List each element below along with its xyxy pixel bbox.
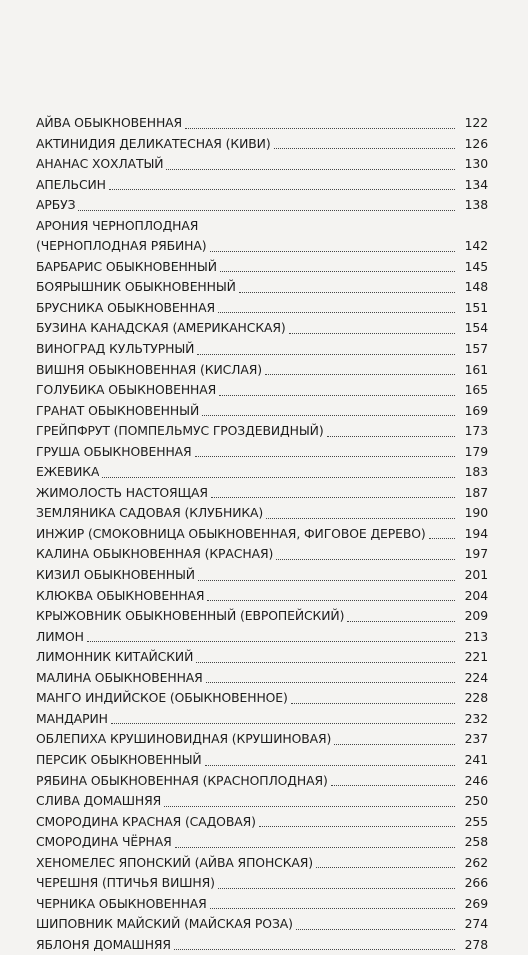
toc-entry — [36, 257, 488, 278]
dot-leader — [265, 374, 455, 375]
toc-entry-page-number: 232 — [464, 710, 488, 726]
toc-entry-page-number: 241 — [464, 751, 488, 767]
toc-entry — [36, 832, 488, 853]
toc-entry-page-number: 269 — [464, 895, 488, 911]
toc-entry — [36, 688, 488, 709]
toc-entry-row — [36, 544, 488, 565]
dot-leader — [316, 867, 455, 868]
toc-entry — [36, 113, 488, 134]
toc-entry-title: ЕЖЕВИКА — [36, 464, 100, 480]
toc-entry-row — [36, 750, 488, 771]
toc-entry-row — [36, 832, 488, 853]
toc-entry-title: СЛИВА ДОМАШНЯЯ — [36, 793, 162, 809]
dot-leader — [259, 826, 455, 827]
toc-entry-row — [36, 709, 488, 730]
dot-leader — [206, 682, 455, 683]
dot-leader — [274, 148, 455, 149]
toc-entry-row — [36, 914, 488, 935]
toc-entry-row — [36, 360, 488, 381]
toc-entry-row — [36, 175, 488, 196]
toc-entry-title: (ЧЕРНОПЛОДНАЯ РЯБИНА) — [36, 238, 207, 254]
toc-entry — [36, 462, 488, 483]
toc-entry-row — [36, 627, 488, 648]
toc-entry-page-number: 262 — [464, 854, 488, 870]
toc-entry-page-number: 246 — [464, 772, 488, 788]
toc-entry — [36, 894, 488, 915]
dot-leader — [219, 395, 455, 396]
toc-entry-row — [36, 339, 488, 360]
toc-entry-page-number: 228 — [464, 690, 488, 706]
toc-entry-page-number: 161 — [464, 361, 488, 377]
toc-entry — [36, 914, 488, 935]
toc-entry-row — [36, 442, 488, 463]
dot-leader — [175, 847, 455, 848]
toc-entry-title-line: АРОНИЯ ЧЕРНОПЛОДНАЯ — [36, 217, 199, 233]
toc-entry-row — [36, 401, 488, 422]
toc-entry-title: ЧЕРЕШНЯ (ПТИЧЬЯ ВИШНЯ) — [36, 875, 215, 891]
toc-entry-page-number: 151 — [464, 299, 488, 315]
dot-leader — [334, 744, 455, 745]
toc-entry-row — [36, 853, 488, 874]
toc-entry-row — [36, 729, 488, 750]
toc-entry-row — [36, 812, 488, 833]
toc-entry — [36, 380, 488, 401]
toc-entry — [36, 318, 488, 339]
toc-entry-title: ВИНОГРАД КУЛЬТУРНЫЙ — [36, 341, 195, 357]
dot-leader — [429, 538, 455, 539]
toc-entry-page-number: 122 — [464, 115, 488, 130]
toc-entry-title: СМОРОДИНА ЧЁРНАЯ — [36, 834, 172, 850]
toc-entry — [36, 771, 488, 792]
toc-entry-page-number: 213 — [464, 628, 488, 644]
toc-entry — [36, 873, 488, 894]
dot-leader — [202, 415, 455, 416]
dot-leader — [174, 949, 455, 950]
toc-entry-page-number: 224 — [464, 669, 488, 685]
toc-entry-row — [36, 606, 488, 627]
toc-entry — [36, 216, 488, 257]
dot-leader — [266, 518, 455, 519]
toc-entry — [36, 277, 488, 298]
toc-entry-title: АПЕЛЬСИН — [36, 176, 106, 192]
toc-entry-row — [36, 647, 488, 668]
toc-entry-title: АЙВА ОБЫКНОВЕННАЯ — [36, 115, 183, 130]
toc-entry — [36, 853, 488, 874]
toc-entry — [36, 627, 488, 648]
dot-leader — [210, 908, 455, 909]
dot-leader — [164, 806, 455, 807]
toc-entry-page-number: 274 — [464, 916, 488, 932]
toc-entry-row — [36, 462, 488, 483]
dot-leader — [210, 251, 456, 252]
toc-entry-page-number: 173 — [464, 423, 488, 439]
toc-entry-page-number: 209 — [464, 608, 488, 624]
toc-entry-page-number: 179 — [464, 443, 488, 459]
dot-leader — [198, 580, 455, 581]
toc-entry — [36, 154, 488, 175]
toc-entry — [36, 750, 488, 771]
toc-entry-title: БАРБАРИС ОБЫКНОВЕННЫЙ — [36, 258, 217, 274]
toc-entry-row — [36, 257, 488, 278]
dot-leader — [102, 477, 455, 478]
toc-entry-title: БУЗИНА КАНАДСКАЯ (АМЕРИКАНСКАЯ) — [36, 320, 286, 336]
toc-entry-page-number: 134 — [464, 176, 488, 192]
toc-entry-title: ЗЕМЛЯНИКА САДОВАЯ (КЛУБНИКА) — [36, 505, 264, 521]
toc-entry-page-number: 221 — [464, 649, 488, 665]
toc-entry-row — [36, 771, 488, 792]
toc-entry-title: ИНЖИР (СМОКОВНИЦА ОБЫКНОВЕННАЯ, ФИГОВОЕ ДЕРЕВО) — [36, 525, 426, 541]
toc-entry-row — [36, 935, 488, 955]
toc-entry-page-number: 250 — [464, 793, 488, 809]
toc-entry-row — [36, 791, 488, 812]
toc-entry-title: БОЯРЫШНИК ОБЫКНОВЕННЫЙ — [36, 279, 236, 295]
toc-entry-page-number: 197 — [464, 546, 488, 562]
toc-entry-title: СМОРОДИНА КРАСНАЯ (САДОВАЯ) — [36, 813, 256, 829]
toc-entry-page-number: 142 — [464, 238, 488, 254]
toc-entry-title: МАЛИНА ОБЫКНОВЕННАЯ — [36, 669, 203, 685]
toc-entry-page-number: 126 — [464, 135, 488, 151]
toc-entry — [36, 544, 488, 565]
dot-leader — [289, 333, 455, 334]
toc-entry-page-number: 278 — [464, 936, 488, 952]
toc-entry-title: ГРУША ОБЫКНОВЕННАЯ — [36, 443, 192, 459]
toc-entry — [36, 134, 488, 155]
toc-entry-page-number: 258 — [464, 834, 488, 850]
toc-entry-title: КАЛИНА ОБЫКНОВЕННАЯ (КРАСНАЯ) — [36, 546, 274, 562]
toc-entry-row — [36, 154, 488, 175]
toc-entry — [36, 935, 488, 955]
toc-entry — [36, 175, 488, 196]
toc-entry — [36, 195, 488, 216]
toc-entry-page-number: 237 — [464, 731, 488, 747]
toc-entry-title: ЯБЛОНЯ ДОМАШНЯЯ — [36, 936, 171, 952]
toc-entry-title: ШИПОВНИК МАЙСКИЙ (МАЙСКАЯ РОЗА) — [36, 916, 293, 932]
toc-entry-title: МАНДАРИН — [36, 710, 108, 726]
toc-entry — [36, 401, 488, 422]
toc-entry — [36, 586, 488, 607]
toc-entry-page-number: 194 — [464, 525, 488, 541]
toc-entry-title: КИЗИЛ ОБЫКНОВЕННЫЙ — [36, 567, 195, 583]
toc-entry-title: ЛИМОННИК КИТАЙСКИЙ — [36, 649, 194, 665]
toc-entry-title: РЯБИНА ОБЫКНОВЕННАЯ (КРАСНОПЛОДНАЯ) — [36, 772, 328, 788]
toc-entry — [36, 668, 488, 689]
dot-leader — [111, 723, 455, 724]
dot-leader — [87, 641, 455, 642]
toc-entry — [36, 298, 488, 319]
toc-entry — [36, 442, 488, 463]
dot-leader — [211, 497, 455, 498]
toc-entry — [36, 729, 488, 750]
dot-leader — [218, 888, 455, 889]
toc-entry-row — [36, 380, 488, 401]
dot-leader — [291, 703, 455, 704]
toc-entry — [36, 709, 488, 730]
toc-entry-row — [36, 873, 488, 894]
toc-entry-page-number: 165 — [464, 382, 488, 398]
dot-leader — [296, 929, 455, 930]
toc-entry-title: КРЫЖОВНИК ОБЫКНОВЕННЫЙ (ЕВРОПЕЙСКИЙ) — [36, 608, 345, 624]
toc-entry-title: ГОЛУБИКА ОБЫКНОВЕННАЯ — [36, 382, 217, 398]
toc-entry-row — [36, 483, 488, 504]
toc-entry-page-number: 187 — [464, 484, 488, 500]
dot-leader — [109, 189, 455, 190]
toc-entry-row — [36, 113, 488, 134]
toc-entry-page-number: 145 — [464, 258, 488, 274]
dot-leader — [197, 354, 455, 355]
dot-leader — [218, 312, 455, 313]
toc-entry-page-number: 266 — [464, 875, 488, 891]
toc-entry-title: ЧЕРНИКА ОБЫКНОВЕННАЯ — [36, 895, 207, 911]
toc-entry-page-number: 201 — [464, 567, 488, 583]
dot-leader — [185, 128, 455, 129]
toc-entry — [36, 339, 488, 360]
toc-entry-page-number: 255 — [464, 813, 488, 829]
toc-entry-title: БРУСНИКА ОБЫКНОВЕННАЯ — [36, 299, 215, 315]
toc-entry-page-number: 138 — [464, 197, 488, 213]
dot-leader — [331, 785, 455, 786]
toc-entry — [36, 606, 488, 627]
toc-entry — [36, 565, 488, 586]
toc-entry-title: АКТИНИДИЯ ДЕЛИКАТЕСНАЯ (КИВИ) — [36, 135, 271, 151]
dot-leader — [205, 765, 455, 766]
toc-entry-page-number: 204 — [464, 587, 488, 603]
toc-entry-row — [36, 421, 488, 442]
toc-entry-page-number: 190 — [464, 505, 488, 521]
toc-entry-title: МАНГО ИНДИЙСКОЕ (ОБЫКНОВЕННОЕ) — [36, 690, 288, 706]
toc-entry — [36, 421, 488, 442]
toc-entry-page-number: 130 — [464, 156, 488, 172]
toc-entry-row — [36, 586, 488, 607]
toc-entry-page-number: 154 — [464, 320, 488, 336]
toc-entry-title: КЛЮКВА ОБЫКНОВЕННАЯ — [36, 587, 205, 603]
toc-entry — [36, 483, 488, 504]
dot-leader — [239, 292, 455, 293]
toc-entry — [36, 503, 488, 524]
dot-leader — [196, 662, 455, 663]
toc-entry-page-number: 169 — [464, 402, 488, 418]
dot-leader — [78, 210, 455, 211]
toc-entry — [36, 647, 488, 668]
toc-entry — [36, 360, 488, 381]
toc-entry — [36, 812, 488, 833]
toc-entry-page-number: 157 — [464, 341, 488, 357]
toc-entry-row — [36, 894, 488, 915]
toc-entry-title: ХЕНОМЕЛЕС ЯПОНСКИЙ (АЙВА ЯПОНСКАЯ) — [36, 854, 314, 870]
dot-leader — [195, 456, 455, 457]
toc-entry — [36, 524, 488, 545]
toc-entry-title: АНАНАС ХОХЛАТЫЙ — [36, 156, 164, 172]
toc-entry-row — [36, 134, 488, 155]
toc-entry-title: ПЕРСИК ОБЫКНОВЕННЫЙ — [36, 751, 202, 767]
toc-entry-page-number: 148 — [464, 279, 488, 295]
toc-entry-title: ВИШНЯ ОБЫКНОВЕННАЯ (КИСЛАЯ) — [36, 361, 263, 377]
toc-entry — [36, 791, 488, 812]
toc-entry-row — [36, 277, 488, 298]
toc-entry-row — [36, 565, 488, 586]
toc-entry-page-number: 183 — [464, 464, 488, 480]
dot-leader — [347, 621, 455, 622]
dot-leader — [207, 600, 455, 601]
table-of-contents — [36, 113, 488, 955]
toc-entry-title: ГРЕЙПФРУТ (ПОМПЕЛЬМУС ГРОЗДЕВИДНЫЙ) — [36, 423, 324, 439]
toc-entry-row — [36, 503, 488, 524]
toc-entry-title: ОБЛЕПИХА КРУШИНОВИДНАЯ (КРУШИНОВАЯ) — [36, 731, 332, 747]
dot-leader — [166, 169, 455, 170]
toc-entry-row — [36, 688, 488, 709]
toc-entry-title: АРБУЗ — [36, 197, 76, 213]
toc-entry-title: ЛИМОН — [36, 628, 84, 644]
toc-entry-row — [36, 298, 488, 319]
toc-entry-row — [36, 318, 488, 339]
toc-entry-title: ГРАНАТ ОБЫКНОВЕННЫЙ — [36, 402, 200, 418]
toc-entry-row — [36, 524, 488, 545]
dot-leader — [276, 559, 455, 560]
dot-leader — [220, 271, 455, 272]
toc-entry-row — [36, 668, 488, 689]
dot-leader — [327, 436, 455, 437]
toc-entry-title: ЖИМОЛОСТЬ НАСТОЯЩАЯ — [36, 484, 208, 500]
toc-entry-row — [36, 195, 488, 216]
toc-entry-row — [36, 236, 488, 257]
